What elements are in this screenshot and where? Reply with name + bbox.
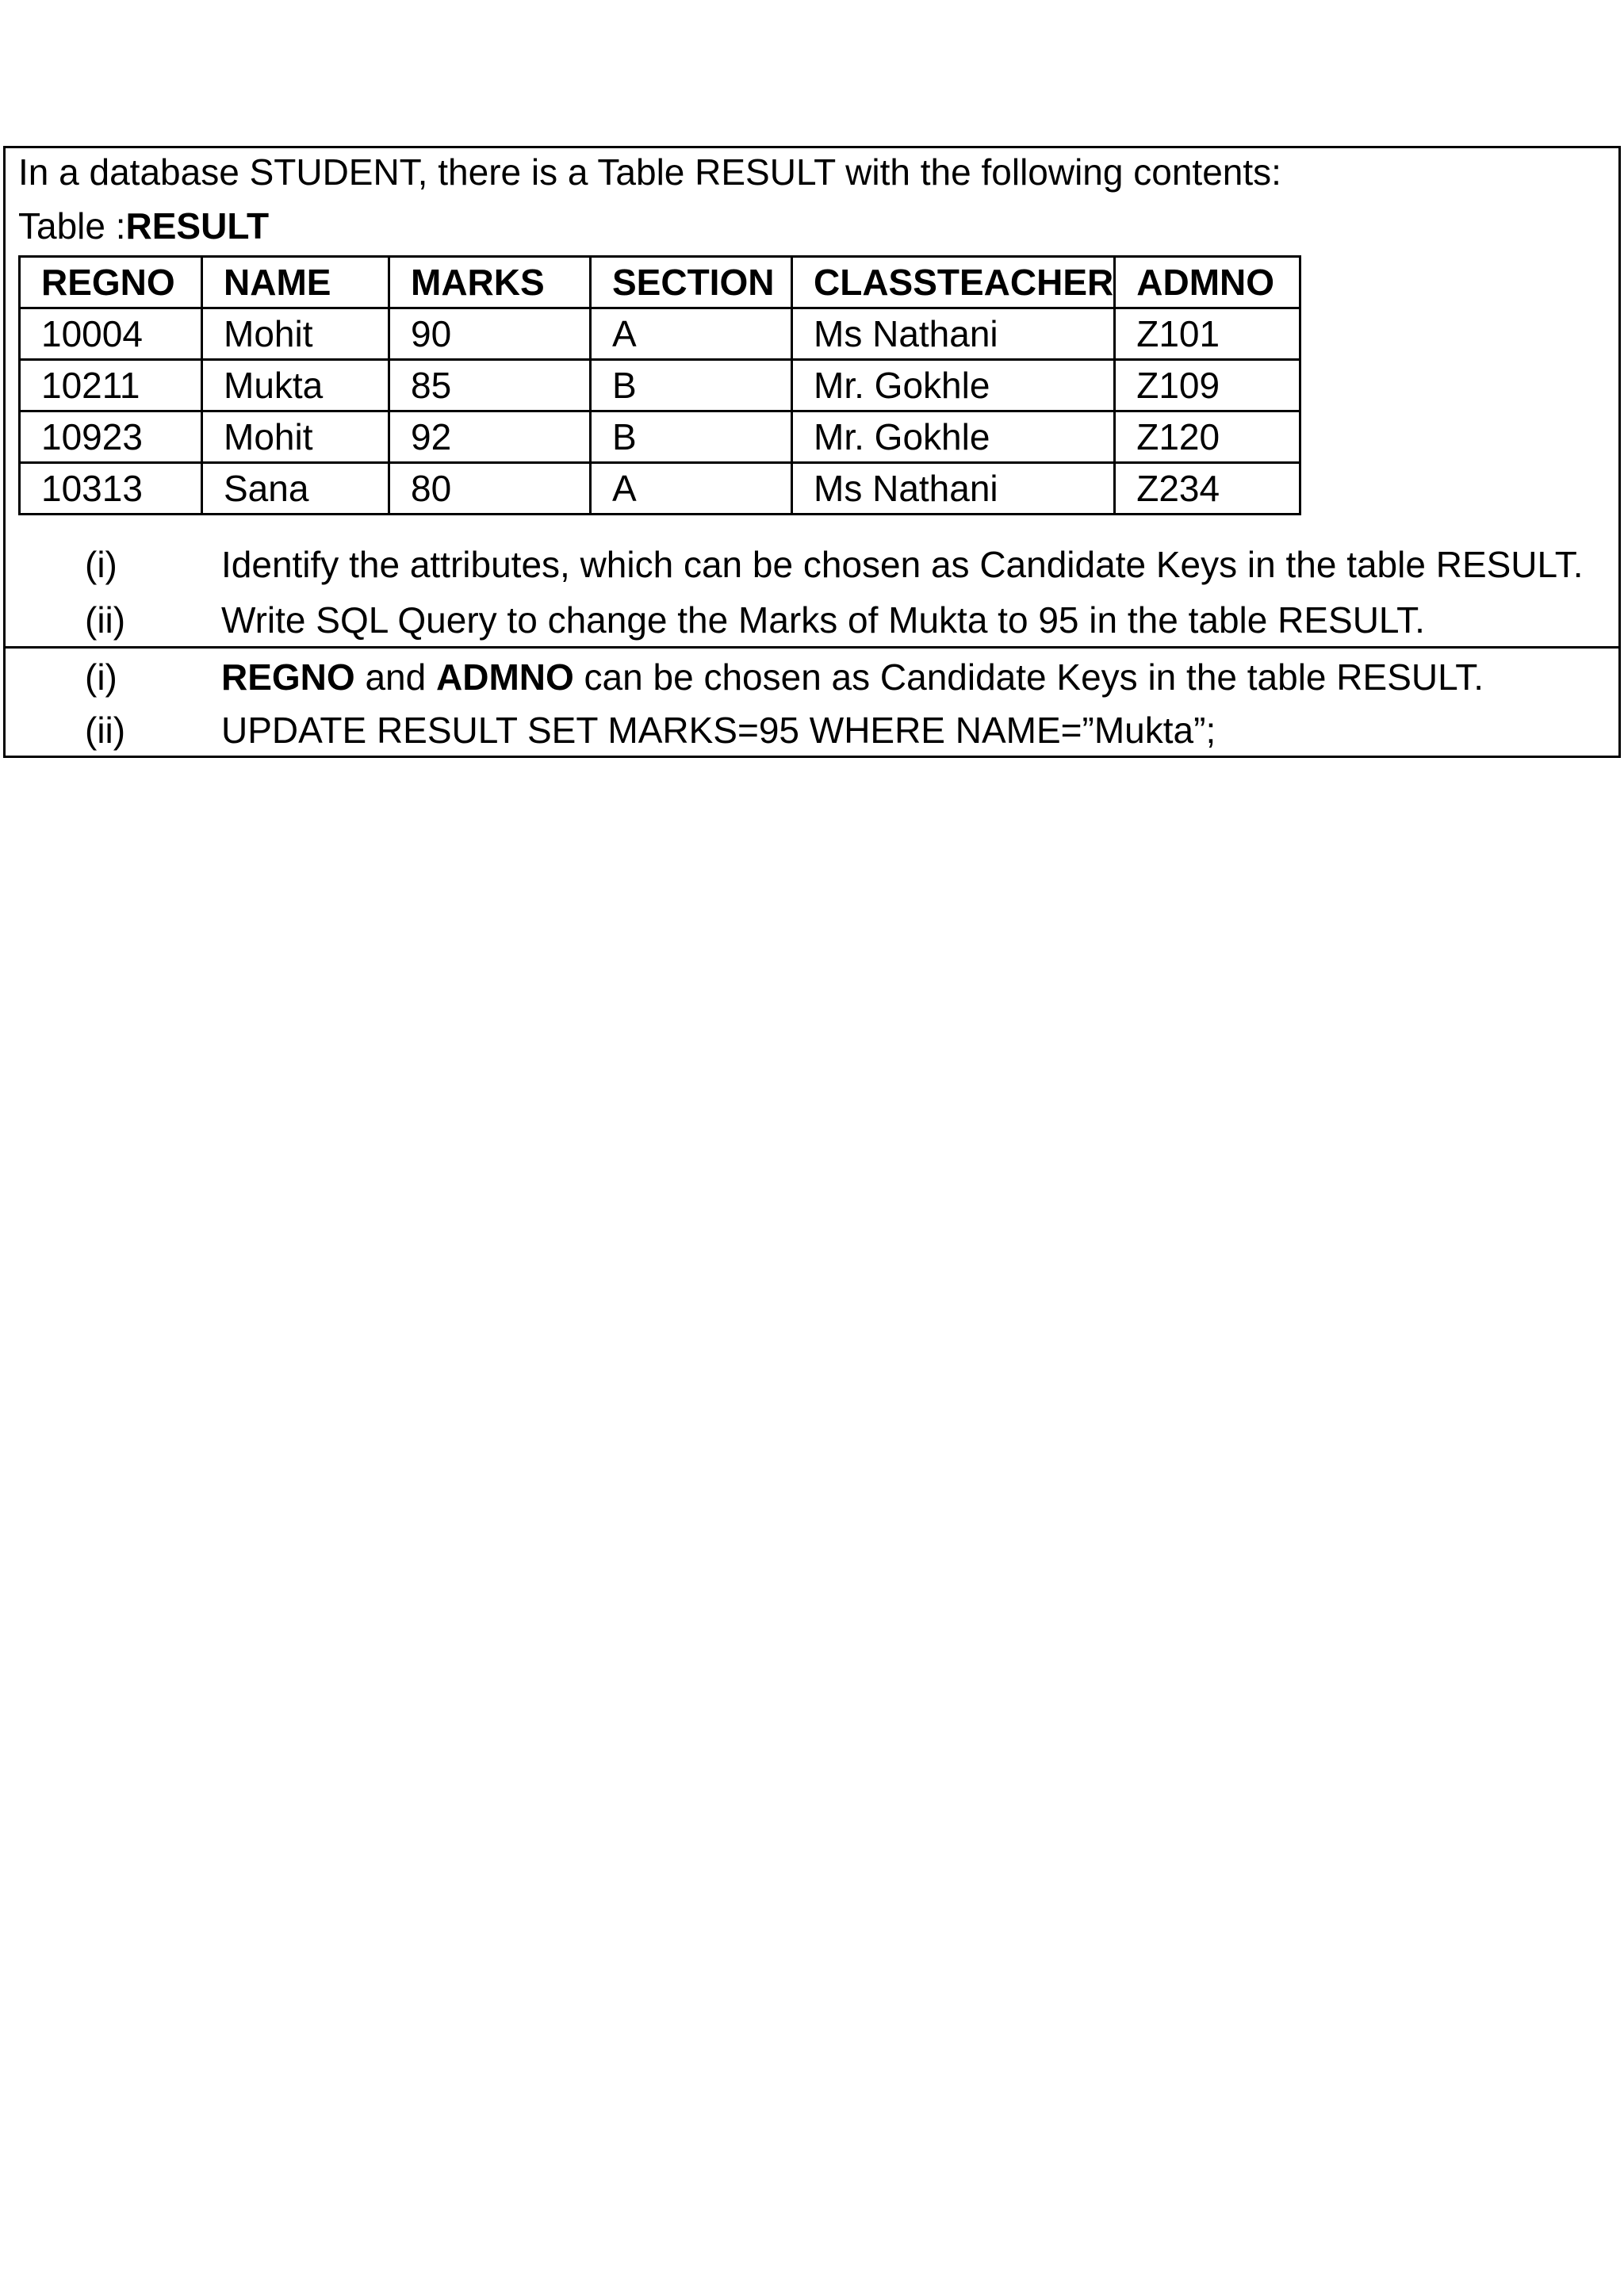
answer-number: (ii) — [85, 710, 126, 751]
answer-rest: can be chosen as Candidate Keys in the table RESULT. — [573, 656, 1484, 698]
cell-classteacher: Ms Nathani — [792, 463, 1115, 515]
cell-marks: 85 — [389, 360, 591, 411]
table-row — [20, 463, 1300, 515]
cell-name: Sana — [202, 463, 389, 515]
table-row — [20, 411, 1300, 463]
intro-text: In a database STUDENT, there is a Table RESULT with the following contents: — [18, 151, 1281, 193]
question-text: Write SQL Query to change the Marks of Mukta to 95 in the table RESULT. — [221, 599, 1425, 641]
cell-regno: 10313 — [20, 463, 202, 515]
cell-regno: 10923 — [20, 411, 202, 463]
cell-name: Mohit — [202, 308, 389, 360]
answer-key-admno: ADMNO — [436, 656, 574, 698]
result-table — [18, 255, 1301, 515]
cell-admno: Z101 — [1115, 308, 1300, 360]
header-admno: ADMNO — [1115, 257, 1300, 308]
cell-marks: 80 — [389, 463, 591, 515]
cell-classteacher: Mr. Gokhle — [792, 411, 1115, 463]
answer-and: and — [354, 656, 436, 698]
header-marks: MARKS — [389, 257, 591, 308]
cell-regno: 10004 — [20, 308, 202, 360]
question-text: Identify the attributes, which can be chosen as Candidate Keys in the table RESULT. — [221, 544, 1584, 585]
header-classteacher: CLASSTEACHER — [792, 257, 1115, 308]
header-section: SECTION — [591, 257, 792, 308]
question-box — [3, 146, 1621, 758]
table-row — [20, 308, 1300, 360]
answer-sql-query: UPDATE RESULT SET MARKS=95 WHERE NAME=”Mukta”; — [221, 710, 1216, 751]
header-regno: REGNO — [20, 257, 202, 308]
cell-regno: 10211 — [20, 360, 202, 411]
answer-number: (i) — [85, 656, 117, 698]
cell-admno: Z234 — [1115, 463, 1300, 515]
cell-section: A — [591, 308, 792, 360]
cell-section: B — [591, 411, 792, 463]
table-caption-name: RESULT — [125, 205, 270, 247]
header-name: NAME — [202, 257, 389, 308]
cell-marks: 90 — [389, 308, 591, 360]
cell-admno: Z120 — [1115, 411, 1300, 463]
cell-marks: 92 — [389, 411, 591, 463]
cell-section: A — [591, 463, 792, 515]
table-row — [20, 360, 1300, 411]
cell-name: Mukta — [202, 360, 389, 411]
cell-name: Mohit — [202, 411, 389, 463]
answer-key-regno: REGNO — [221, 656, 355, 698]
cell-classteacher: Ms Nathani — [792, 308, 1115, 360]
answer-divider — [6, 646, 1618, 649]
cell-admno: Z109 — [1115, 360, 1300, 411]
answer-text — [221, 653, 1484, 701]
question-number: (i) — [85, 544, 117, 585]
table-caption-prefix: Table : — [18, 205, 126, 247]
cell-classteacher: Mr. Gokhle — [792, 360, 1115, 411]
table-header-row — [20, 257, 1300, 308]
cell-section: B — [591, 360, 792, 411]
table-caption — [18, 202, 269, 250]
question-number: (ii) — [85, 599, 126, 641]
